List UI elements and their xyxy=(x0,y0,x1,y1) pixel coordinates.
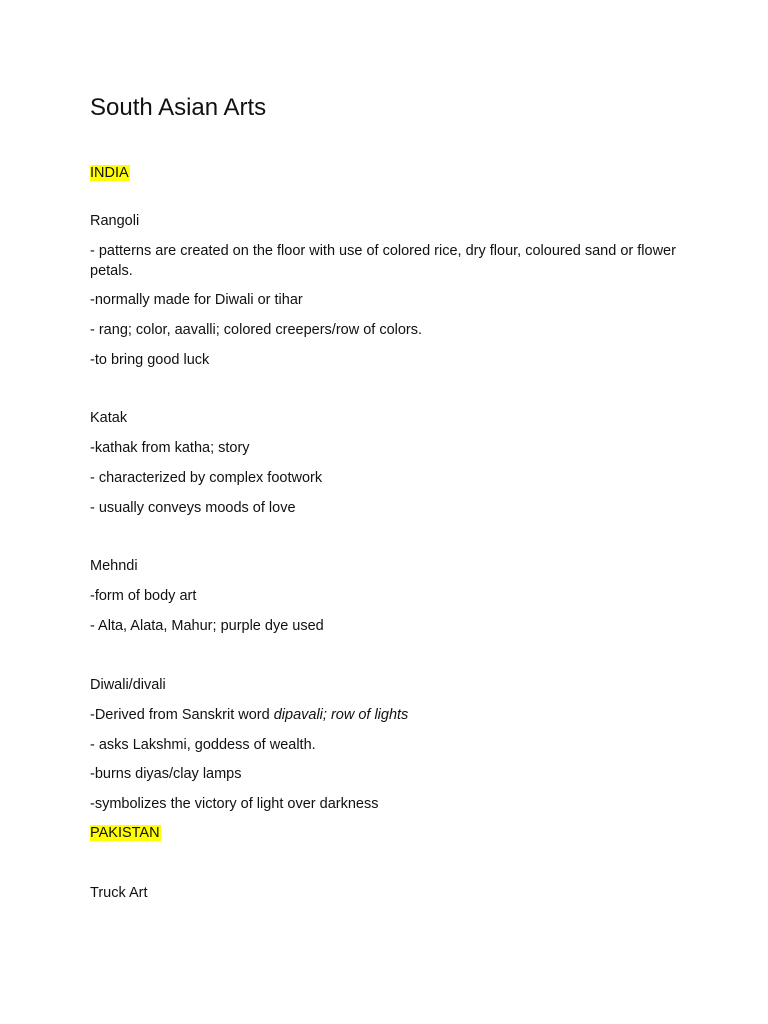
katak-line-2: - characterized by complex footwork xyxy=(90,470,323,486)
rangoli-line-1: - patterns are created on the floor with use of colored rice, dry flour, coloured sand or flower petals. xyxy=(90,243,676,279)
diwali-line-4: -symbolizes the victory of light over darkness xyxy=(90,796,379,812)
section-heading-india xyxy=(90,164,130,184)
subheading-rangoli: Rangoli xyxy=(90,213,140,229)
mehndi-line-1: -form of body art xyxy=(90,588,197,604)
rangoli-line-4: -to bring good luck xyxy=(90,352,210,368)
rangoli-line-2: -normally made for Diwali or tihar xyxy=(90,292,303,308)
diwali-line-1 xyxy=(90,706,408,726)
section-heading-pakistan xyxy=(90,824,161,844)
subheading-katak: Katak xyxy=(90,410,128,426)
highlighted-text: INDIA xyxy=(90,165,129,181)
subheading-truck-art: Truck Art xyxy=(90,885,148,901)
diwali-line-2: - asks Lakshmi, goddess of wealth. xyxy=(90,737,316,753)
diwali-line-1-text: -Derived from Sanskrit word xyxy=(90,707,274,723)
subheading-diwali: Diwali/divali xyxy=(90,677,166,693)
document-title: South Asian Arts xyxy=(90,94,267,121)
subheading-mehndi: Mehndi xyxy=(90,558,138,574)
katak-line-3: - usually conveys moods of love xyxy=(90,500,296,516)
rangoli-line-3: - rang; color, aavalli; colored creepers/row of colors. xyxy=(90,322,423,338)
diwali-line-1-italic: dipavali; row of lights xyxy=(273,707,409,723)
katak-line-1: -kathak from katha; story xyxy=(90,440,250,456)
highlighted-text: PAKISTAN xyxy=(90,825,160,841)
diwali-line-3: -burns diyas/clay lamps xyxy=(90,766,242,782)
mehndi-line-2: - Alta, Alata, Mahur; purple dye used xyxy=(90,618,324,634)
